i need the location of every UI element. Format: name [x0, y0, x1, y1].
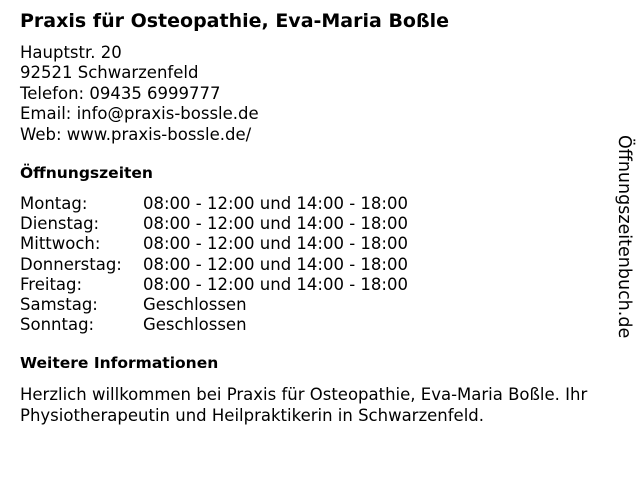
- vertical-brand-label: [612, 135, 636, 365]
- page-title: Praxis für Osteopathie, Eva-Maria Boßle: [20, 10, 450, 32]
- day-label: Dienstag:: [20, 214, 100, 234]
- day-label: Montag:: [20, 194, 88, 213]
- street-address: Hauptstr. 20: [20, 43, 122, 62]
- hours-value: 08:00 - 12:00 und 14:00 - 18:00: [143, 214, 408, 234]
- hours-value: Geschlossen: [143, 315, 247, 335]
- hours-value: 08:00 - 12:00 und 14:00 - 18:00: [143, 194, 408, 213]
- email-address: Email: info@praxis-bossle.de: [20, 104, 259, 124]
- day-label: Sonntag:: [20, 315, 95, 335]
- more-info-text: Herzlich willkommen bei Praxis für Osteopathie, Eva-Maria Boßle. Ihr Physiotherapeutin und Heilpraktikerin in Schwarzenfeld.: [20, 385, 588, 425]
- day-label: Mittwoch:: [20, 234, 101, 254]
- day-label: Freitag:: [20, 274, 83, 294]
- day-label: Donnerstag:: [20, 254, 122, 274]
- hours-value: Geschlossen: [143, 294, 247, 314]
- day-label: Samstag:: [20, 294, 98, 314]
- more-info-heading: Weitere Informationen: [20, 354, 219, 372]
- opening-hours-heading: Öffnungszeiten: [20, 164, 153, 182]
- brand-text: Öffnungszeitenbuch.de: [614, 135, 634, 339]
- contact-block: [20, 43, 259, 145]
- hours-value: 08:00 - 12:00 und 14:00 - 18:00: [143, 274, 408, 294]
- hours-value: 08:00 - 12:00 und 14:00 - 18:00: [143, 234, 408, 254]
- hours-value: 08:00 - 12:00 und 14:00 - 18:00: [143, 254, 408, 274]
- website-address: Web: www.praxis-bossle.de/: [20, 124, 252, 144]
- city-address: 92521 Schwarzenfeld: [20, 63, 199, 83]
- phone-number: Telefon: 09435 6999777: [20, 83, 221, 103]
